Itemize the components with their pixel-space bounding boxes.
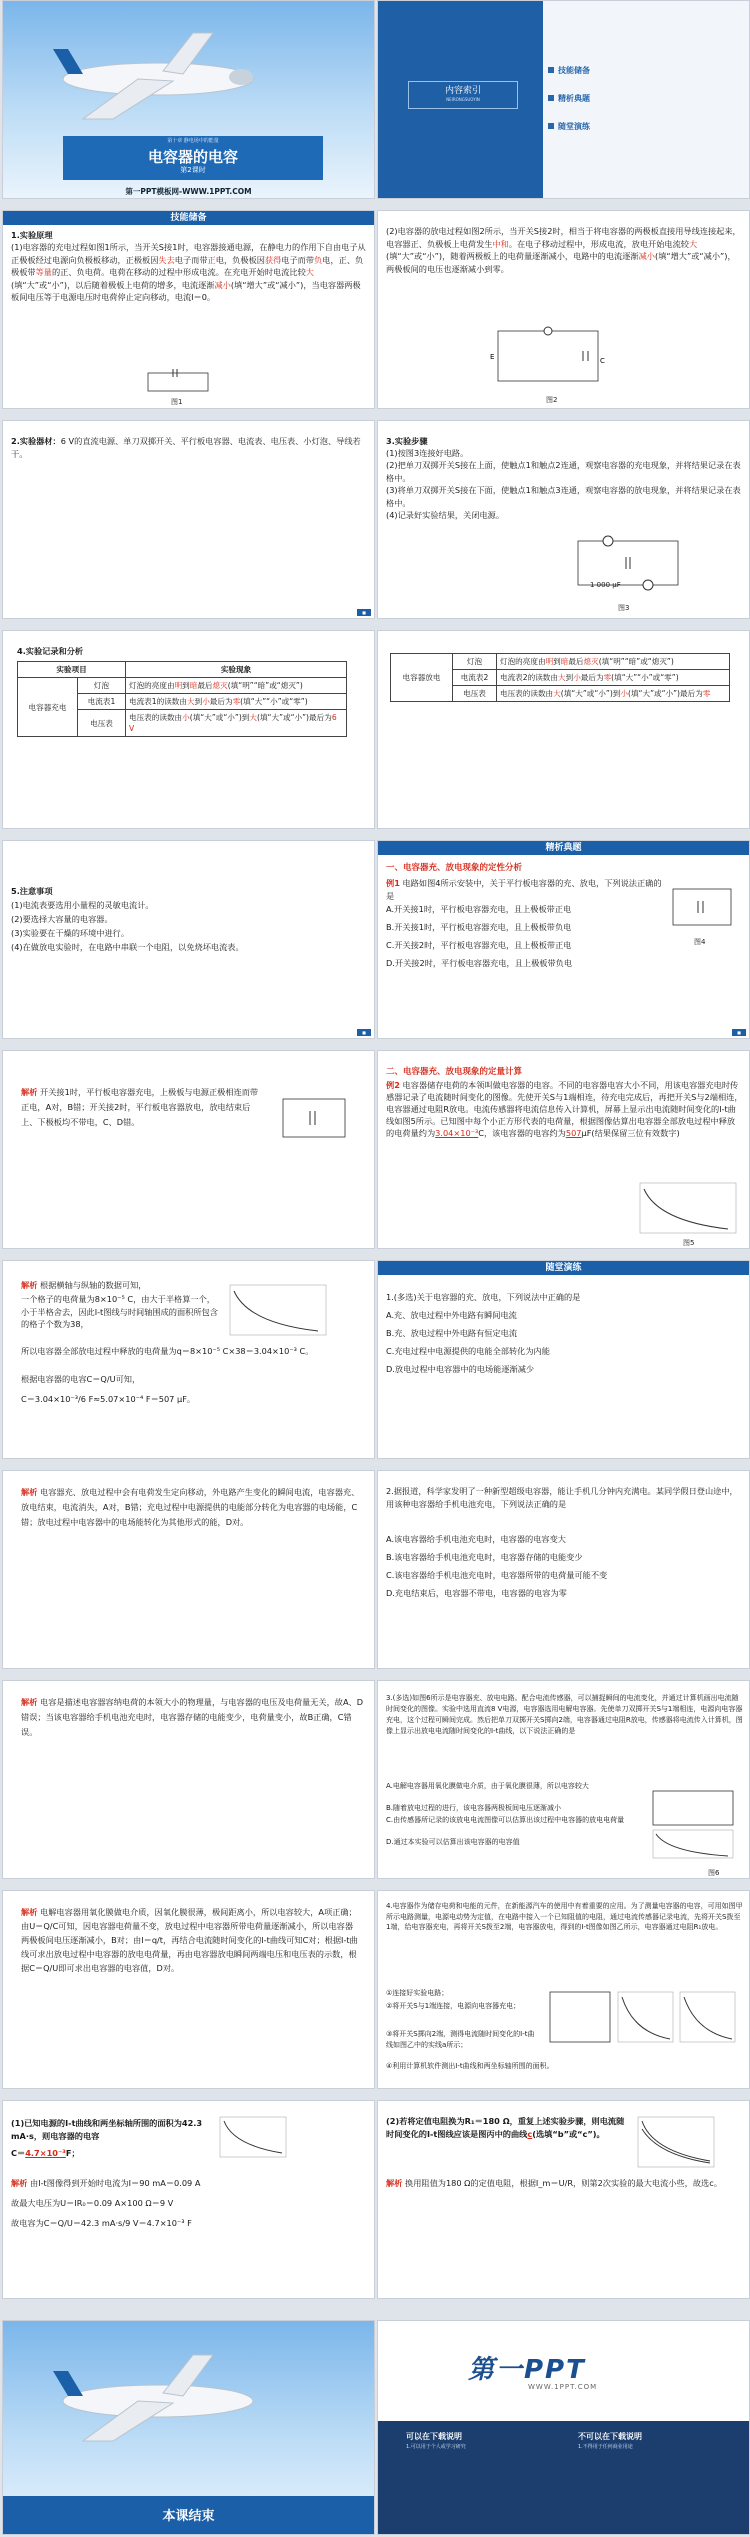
page-subtitle: 第2课时 xyxy=(180,166,206,174)
practice1-question: 1.(多选)关于电容器的充、放电，下列说法中正确的是 xyxy=(386,1292,581,1302)
section-header: 精析典题 xyxy=(378,841,749,855)
practice4-part2-slide xyxy=(377,2100,750,2299)
equipment-text: 2.实验器材：6 V的直流电源、单刀双掷开关、平行板电容器、电流表、电压表、小灯泡、导线若干。 xyxy=(11,436,361,459)
practice2-question: 2.据报道，科学家发明了一种新型超级电容器，能让手机几分钟内充满电。某同学假日登山途中，用该种电容器给手机电池充电，下列说法正确的是 xyxy=(386,1486,738,1509)
option-b[interactable]: B.该电容器给手机电池充电时，电容器存储的电能变少 xyxy=(386,1552,583,1562)
solution5-text: 解析 电解电容器用氧化膜做电介质，因氧化膜很薄，极间距离小，所以电容较大，A项正确；由U＝Q/C可知，因电容器电荷量不变，放电过程中电容器所带电荷量逐渐减小，所以电容器两极板间电压逐渐减小，B对；由I＝q/t，再结合电流随时间变化的I-t曲线可知C对；根据I-t曲线可求出放电过程中电容器的放电电荷量，再由电容器放电瞬间两端电压和电压表的示数，根据C＝Q/U即可求出电容器的电容值，D对。 xyxy=(21,1907,358,1973)
option-c[interactable]: C.开关接2时，平行板电容器充电，且上极板带正电 xyxy=(386,940,572,950)
step-3: (3)将单刀双掷开关S接在下面，使触点1和触点3连通，观察电容器的放电现象，并将结果记录在表格中。 xyxy=(386,485,741,508)
section-subtitle: 一、电容器充、放电现象的定性分析 xyxy=(386,863,523,873)
solution4-text: 解析 电容是描述电容器容纳电荷的本领大小的物理量，与电容器的电压及电荷量无关，故A、D错误；当该电容器给手机电池充电时，电容器存储的电能变少，电荷量变小，故B正确，C错误。 xyxy=(21,1697,364,1737)
solution5-slide xyxy=(2,1890,375,2089)
menu-subtitle: NEIRONGSUOYIN xyxy=(446,97,480,102)
solution2-line-1: 解析 根据横轴与纵轴的数据可知， xyxy=(21,1280,147,1290)
page-title: 电容器的电容 xyxy=(147,148,238,166)
step-2: ②将开关S与1端连接，电源向电容器充电； xyxy=(386,2002,521,2010)
group-label: 电容器充电 xyxy=(18,678,78,737)
group-label: 电容器放电 xyxy=(391,654,453,702)
option-a[interactable]: A.该电容器给手机电池充电时，电容器的电容变大 xyxy=(386,1534,566,1544)
option-d[interactable]: D.通过本实验可以估算出该电容器的电容值 xyxy=(386,1838,520,1846)
note-3: (3)实验要在干燥的环境中进行。 xyxy=(11,928,130,938)
menu-item-analysis[interactable]: 精析典题 xyxy=(558,94,590,103)
solution3-slide xyxy=(2,1470,375,1669)
allowed-desc: 1.可以用于个人或学习研究 xyxy=(406,2444,466,2450)
option-c[interactable]: C.充电过程中电源提供的电能全部转化为内能 xyxy=(386,1346,550,1356)
cover-slide xyxy=(2,0,375,199)
principle-text: (1)电容器的充电过程如图1所示，当开关S接1时，电容器接通电源，在静电力的作用下自由电子从正极板经过电源向负极板移动，正极板因失去电子而带正电，负极板因获得电子而带负电，正、负极板带等量的正、负电荷。电荷在移动的过程中形成电流。在充电开始时电流比较大(填“大”或“小”)，以后随着极板上电荷的增多，电流逐渐减小(填“增大”或“减小”)，当电容器两极板间电压等于电源电压时电荷停止定向移动，电流I＝0。 xyxy=(11,242,366,302)
section-header: 技能储备 xyxy=(3,211,374,225)
step-2: (2)把单刀双掷开关S接在上面，使触点1和触点2连通，观察电容器的充电现象，并将结果记录在表格中。 xyxy=(386,460,741,483)
menu-item-skill[interactable]: 技能储备 xyxy=(558,66,590,75)
solution2-line-4: 根据电容器的电容C＝Q/U可知， xyxy=(21,1374,141,1384)
part2-graph xyxy=(636,2115,716,2170)
option-b[interactable]: B.随着放电过程的进行，该电容器两极板间电压逐渐减小 xyxy=(386,1804,562,1812)
option-b[interactable]: B.开关接1时，平行板电容器充电，且上极板带负电 xyxy=(386,922,572,932)
circuit-figure-4 xyxy=(668,881,738,931)
example1-slide xyxy=(377,840,750,1039)
ending-text: 本课结束 xyxy=(162,2509,215,2524)
step-1: (1)按图3连接好电路。 xyxy=(386,448,469,458)
figure-caption: 图5 xyxy=(683,1239,695,1247)
record-table-charge: 实验项目 实验现象 电容器充电 灯泡 灯泡的亮度由明到暗最后熄灭(填“明”“暗”或“熄灭”) 电流表1 电流表1的读数由大到小最后为零(填“大”“小”或“零”) 电压表 电压表的读数由小(填“大”或“小”)到大(填“大”或“小”)最后为6 V xyxy=(17,661,347,737)
allowed-title: 可以在下载说明 xyxy=(406,2432,462,2441)
solution2-line-3: 所以电容器全部放电过程中释放的电荷量为q＝8×10⁻⁵ C×38＝3.04×10⁻³ C。 xyxy=(21,1346,314,1356)
practice1-slide xyxy=(377,1260,750,1459)
practice3-slide xyxy=(377,1680,750,1879)
part1-solution-1: 解析 由I-t图像得到开始时电流为I＝90 mA＝0.09 A xyxy=(11,2178,201,2188)
option-d[interactable]: D.放电过程中电容器中的电场能逐渐减少 xyxy=(386,1364,535,1374)
option-a[interactable]: A.充、放电过程中外电路有瞬间电流 xyxy=(386,1310,517,1320)
note-1: (1)电流表要选用小量程的灵敏电流计。 xyxy=(11,900,154,910)
footer-link[interactable]: 第一PPT模板网-WWW.1PPT.COM xyxy=(125,187,252,196)
discharge-slide xyxy=(377,210,750,409)
option-a[interactable]: A.电解电容器用氧化膜做电介质，由于氧化膜很薄，所以电容较大 xyxy=(386,1782,589,1790)
figure-caption: 图1 xyxy=(171,398,183,406)
figure-caption: 图3 xyxy=(618,604,630,612)
current-time-graph xyxy=(638,1181,738,1236)
circuit-figure-3 xyxy=(568,533,688,593)
circuit-figure-1 xyxy=(143,369,213,395)
solution4-slide xyxy=(2,1680,375,1879)
menu-item-practice[interactable]: 随堂演练 xyxy=(558,122,590,131)
record-heading: 4.实验记录和分析 xyxy=(17,646,84,656)
ending-slide xyxy=(2,2320,375,2535)
practice3-question: 3.(多选)如图6所示是电容器充、放电电路。配合电流传感器，可以捕捉瞬间的电流变化，并通过计算机画出电流随时间变化的图像。实验中选用直流8 V电源，电容器选用电解电容器。先使单刀双掷开关S与1端相连，电源向电容器充电，这个过程可瞬间完成。然后把单刀双掷开关S掷向2端，电容器通过电阻R放电，传感器将电流传入计算机，图像上显示出放电电流随时间变化的I-t曲线，以下说法正确的是 xyxy=(386,1694,743,1735)
solution3-text: 解析 电容器充、放电过程中会有电荷发生定向移动，外电路产生变化的瞬间电流，电容器充、放电结束，电流消失，A对，B错；充电过程中电源提供的电能部分转化为电容器的电场能，C错；放电过程中电容器中的电场能转化为其他形式的能，D对。 xyxy=(21,1487,360,1527)
step-1: ①连接好实验电路； xyxy=(386,1989,449,1997)
figure-caption: 图4 xyxy=(694,938,706,946)
part2-solution: 解析 换用阻值为180 Ω的定值电阻，根据I_m＝U/R，则第2次实验的最大电流小些，故选c。 xyxy=(386,2178,722,2188)
circuit-figure-6 xyxy=(648,1786,738,1861)
circuit-figure-2 xyxy=(488,321,618,391)
svg-text:C: C xyxy=(600,357,605,365)
grid-graph xyxy=(228,1283,328,1338)
resistor-label: 1 000 μF xyxy=(590,581,621,589)
part1-solution-3: 故电容为C＝Q/U＝42.3 mA·s/9 V＝4.7×10⁻³ F xyxy=(11,2218,192,2228)
logo-url[interactable]: WWW.1PPT.COM xyxy=(528,2383,598,2391)
option-a[interactable]: A.开关接1时，平行板电容器充电，且上极板带正电 xyxy=(386,904,572,914)
solution2-line-5: C＝3.04×10⁻³/6 F≈5.07×10⁻⁴ F＝507 μF。 xyxy=(21,1394,196,1404)
option-c[interactable]: C.该电容器给手机电池充电时，电容器所带的电荷量可能不变 xyxy=(386,1570,608,1580)
note-4: (4)在做放电实验时，在电路中串联一个电阻，以免烧坏电流表。 xyxy=(11,942,244,952)
practice4-part1-slide xyxy=(2,2100,375,2299)
step-4: ④利用计算机软件测出I-t曲线和两坐标轴所围的面积。 xyxy=(386,2062,554,2070)
forbidden-desc: 1.不得用于任何商业用途 xyxy=(578,2444,633,2450)
airplane-image xyxy=(43,2341,273,2451)
step-3: ③将开关S掷向2端，测得电流随时间变化的I-t曲线如图乙中的实线a所示； xyxy=(386,2030,535,2049)
practice4-question: 4.电容器作为储存电荷和电能的元件，在新能源汽车的使用中有着重要的应用。为了测量电容器的电容，可用如图甲所示电路测量，电源电动势为定值，在电路中接入一个已知阻值的电阻，通过电流传感器记录电流，先将开关S拨至1端，给电容器充电，再将开关S拨至2端，电容器放电，得到的I-t图像如图乙所示，电容器通过电阻R₁放电。 xyxy=(386,1902,743,1931)
part1-solution-2: 故最大电压为U＝IR₀＝0.09 A×100 Ω＝9 V xyxy=(11,2198,174,2208)
example2-slide xyxy=(377,1050,750,1249)
record-charge-slide xyxy=(2,630,375,829)
part2-question: (2)若将定值电阻换为R₁＝180 Ω，重复上述实验步骤，则电流随时间变化的I-t图线应该是图丙中的曲线c(选填“b”或“c”)。 xyxy=(386,2116,625,2139)
steps-heading: 3.实验步骤 xyxy=(386,436,428,446)
notes-heading: 5.注意事项 xyxy=(11,886,53,896)
svg-text:E: E xyxy=(490,353,495,361)
step-4: (4)记录好实验结果，关闭电源。 xyxy=(386,510,505,520)
solution2-slide xyxy=(2,1260,375,1459)
solution2-line-2: 一个格子的电荷量为8×10⁻⁵ C，由大于半格算一个，小于半格舍去，因此I-t图线与时间轴围成的面积所包含的格子个数为38， xyxy=(21,1294,218,1329)
menu-slide xyxy=(377,0,750,199)
section-header: 随堂演练 xyxy=(378,1261,749,1275)
steps-slide xyxy=(377,420,750,619)
example2-question: 例2 电容器储存电荷的本领叫做电容器的电容。不同的电容器电容大小不同，用该电容器充电时传感器记录了电流随时间变化的图像。先使开关S与1端相连，待充电完成后，再把开关S与2端相连，电容器通过电阻R放电。电流传感器将电流信息传入计算机，屏幕上显示出电流随时间变化的I-t曲线如图5所示。已知图中每个小正方形代表的电荷量，根据图像估算出电容器全部放电过程中释放的电荷量约为3.04×10⁻³C，该电容器的电容约为507μF(结果保留三位有效数字) xyxy=(386,1080,743,1138)
experiment-figures xyxy=(548,1987,738,2057)
practice2-slide xyxy=(377,1470,750,1669)
figure-caption: 图6 xyxy=(708,1869,720,1877)
heading-principle: 1.实验原理 xyxy=(11,230,53,240)
option-c[interactable]: C.由传感器所记录的该放电电流图像可以估算出该过程中电容器的放电电荷量 xyxy=(386,1816,625,1824)
menu-title: 内容索引 xyxy=(444,86,481,96)
page-marker: ■ xyxy=(357,609,371,616)
page-marker: ■ xyxy=(732,1029,746,1036)
solution1-slide xyxy=(2,1050,375,1249)
equipment-slide xyxy=(2,420,375,619)
credits-slide xyxy=(377,2320,750,2535)
part1-question: (1)已知电源的I-t曲线和两坐标轴所围的面积为42.3 mA·s，则电容器的电容 xyxy=(11,2118,203,2141)
figure-caption: 图2 xyxy=(546,396,558,404)
discharge-text: (2)电容器的放电过程如图2所示，当开关S接2时，相当于将电容器的两极板直接用导线连接起来，电容器正、负极板上电荷发生中和。在电子移动过程中，形成电流，放电开始电流较大(填“大”或“小”)，随着两极板上的电荷量逐渐减小，电路中的电流逐渐减小(填“增大”或“减小”)，两极板间的电压也逐渐减小到零。 xyxy=(386,226,741,274)
page-marker: ■ xyxy=(357,1029,371,1036)
notes-slide xyxy=(2,840,375,1039)
series-label: 第十章 静电场中的能量 xyxy=(167,138,219,144)
circuit-figure-4-copy xyxy=(278,1091,353,1146)
solution1-text: 解析 开关接1时，平行板电容器充电，上极板与电源正极相连而带正电，A对，B错；开关接2时，平行板电容器放电，放电结束后上、下极板均不带电，C、D错。 xyxy=(21,1087,259,1127)
record-table-discharge: 电容器放电 灯泡 灯泡的亮度由明到暗最后熄灭(填“明”“暗”或“熄灭”) 电流表2 电流表2的读数由大到小最后为零(填“大”“小”或“零”) 电压表 电压表的读数由大(填“大”或“小”)到小(填“大”或“小”)最后为零 xyxy=(390,653,730,702)
part1-answer: C＝4.7×10⁻³F； xyxy=(11,2148,80,2158)
option-d[interactable]: D.开关接2时，平行板电容器充电，且上极板带负电 xyxy=(386,958,573,968)
example1-question: 例1 电路如图4所示安装中，关于平行板电容器的充、放电，下列说法正确的是 xyxy=(386,878,662,901)
forbidden-title: 不可以在下载说明 xyxy=(578,2432,642,2441)
option-b[interactable]: B.充、放电过程中外电路有恒定电流 xyxy=(386,1328,518,1338)
option-d[interactable]: D.充电结束后，电容器不带电，电容器的电容为零 xyxy=(386,1588,567,1598)
note-2: (2)要选择大容量的电容器。 xyxy=(11,914,113,924)
practice4-slide xyxy=(377,1890,750,2089)
airplane-image xyxy=(43,19,273,129)
principle-slide xyxy=(2,210,375,409)
part1-graph xyxy=(218,2115,288,2160)
section-subtitle: 二、电容器充、放电现象的定量计算 xyxy=(386,1067,523,1077)
record-discharge-slide xyxy=(377,630,750,829)
logo: 第一PPT xyxy=(468,2355,586,2385)
